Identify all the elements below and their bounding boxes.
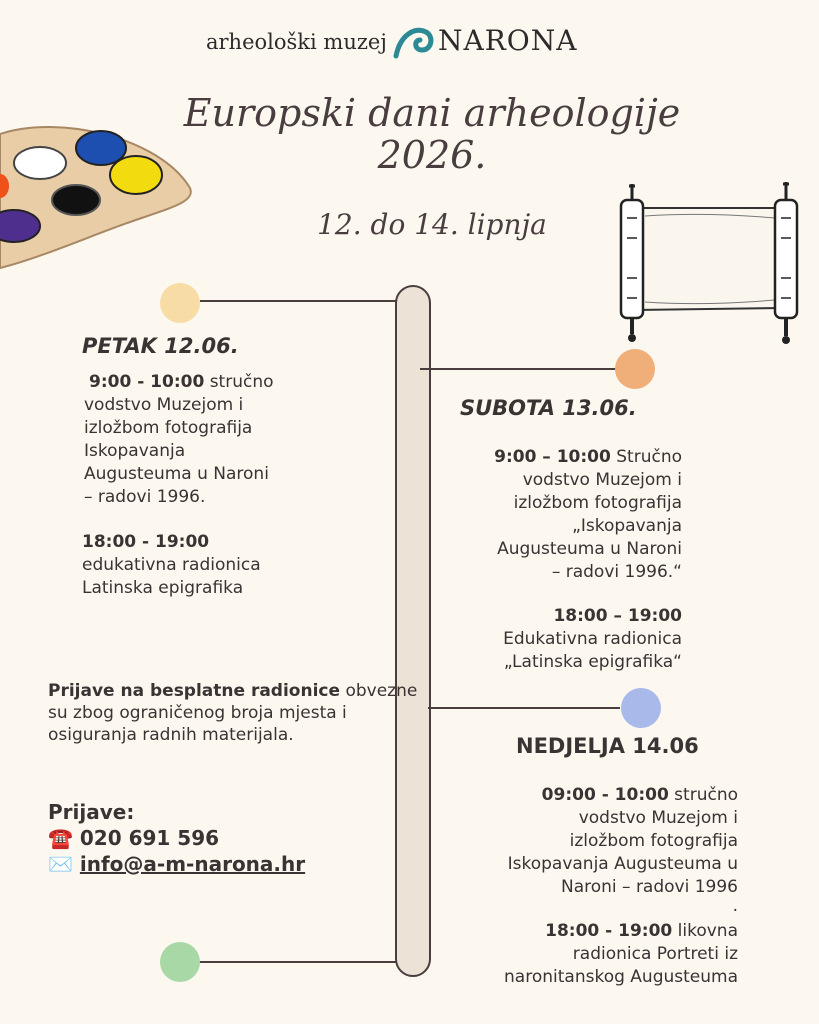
event-dates: 12. do 14. lipnja	[317, 208, 547, 241]
email-row	[48, 852, 305, 876]
timeline-dot-end	[160, 942, 200, 982]
timeline-connector	[428, 707, 620, 709]
sunday-event-2-time: 18:00 - 19:00	[545, 921, 673, 941]
timeline-dot-sunday	[621, 688, 661, 728]
title-line-2: 2026.	[377, 133, 487, 177]
day-heading-sunday: NEDJELJA 14.06	[516, 734, 699, 758]
museum-label: arheološki muzej	[206, 30, 387, 54]
email-link[interactable]: info@a-m-narona.hr	[79, 852, 306, 876]
timeline-dot-start	[160, 283, 200, 323]
envelope-icon: ✉️	[48, 852, 73, 876]
narona-wave-logo	[392, 24, 434, 60]
registration-note	[48, 680, 418, 746]
phone-icon: ☎️	[48, 826, 73, 850]
scroll-icon	[605, 178, 819, 348]
registration-note-bold: Prijave na besplatne radionice	[48, 681, 341, 701]
friday-event-1-time: 9:00 - 10:00	[89, 372, 205, 392]
timeline-connector	[196, 961, 396, 963]
sunday-event-1: 09:00 - 10:00 stručno vodstvo Muzejom i izložbom fotografija Iskopavanja Augusteuma u Naroni – radovi 1996 .	[507, 785, 738, 916]
saturday-event-1-time: 9:00 – 10:00	[494, 447, 611, 467]
timeline-connector	[200, 300, 396, 302]
friday-event-2-time: 18:00 - 19:00	[82, 532, 210, 552]
paint-palette-icon	[0, 118, 200, 278]
museum-name: NARONA	[438, 24, 578, 57]
contact-heading: Prijave:	[48, 800, 135, 824]
sunday-event-2: 18:00 - 19:00 likovna radionica Portreti iz naronitanskog Augusteuma	[504, 921, 738, 987]
saturday-event-1: 9:00 – 10:00 Stručno vodstvo Muzejom i izložbom fotografija „Iskopavanja Augusteuma u Naroni – radovi 1996.“	[494, 447, 682, 582]
day-heading-saturday: SUBOTA 13.06.	[460, 396, 637, 420]
phone-number[interactable]: 020 691 596	[79, 826, 220, 850]
timeline-dot-saturday	[615, 349, 655, 389]
timeline-connector	[420, 368, 618, 370]
sunday-event-1-time: 09:00 - 10:00	[541, 785, 669, 805]
saturday-event-2-time: 18:00 – 19:00	[553, 606, 682, 626]
title-line-1: Europski dani arheologije	[183, 91, 681, 135]
day-heading-friday: PETAK 12.06.	[82, 334, 239, 358]
registration-note-text: obvezne su zbog ograničenog broja mjesta i osiguranja radnih materijala.	[48, 681, 418, 745]
friday-event-2: 18:00 - 19:00 edukativna radionica Latinska epigrafika	[82, 532, 261, 598]
saturday-event-2: 18:00 – 19:00 Edukativna radionica „Latinska epigrafika“	[503, 606, 682, 672]
friday-event-1: 9:00 - 10:00 stručno vodstvo Muzejom i izložbom fotografija Iskopavanja Augusteuma u Naroni – radovi 1996.	[84, 372, 274, 507]
phone-row	[48, 826, 219, 850]
